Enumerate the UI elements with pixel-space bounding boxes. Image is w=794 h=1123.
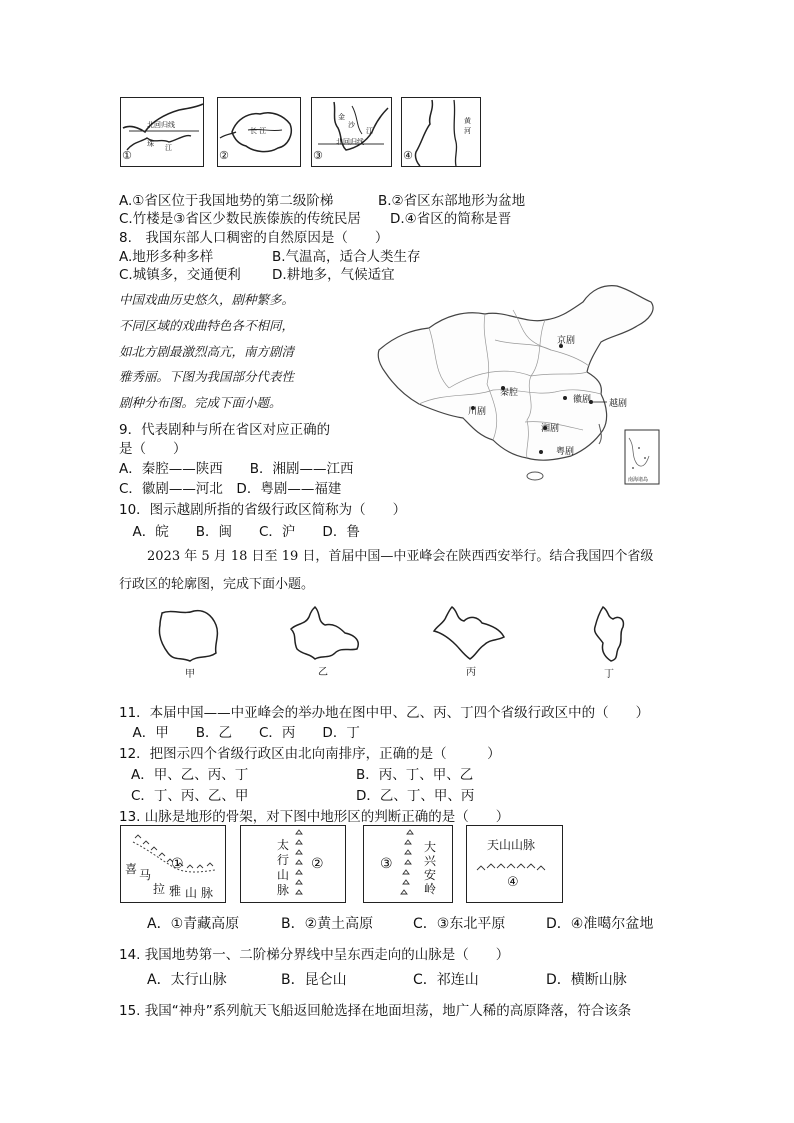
q11-stem: 11．本届中国——中亚峰会的举办地在图中甲、乙、丙、丁四个省级行政区中的（ ） — [119, 705, 650, 721]
opera-intro-line: 剧种分布图。完成下面小题。 — [119, 395, 282, 410]
q14-option-b: B．昆仑山 — [281, 972, 347, 988]
q13-option-b: B．②黄土高原 — [281, 916, 374, 932]
mountain-name-char: 脉 — [201, 886, 214, 900]
q13-panel-2-number: ② — [311, 856, 324, 872]
summit-passage-line-2: 行政区的轮廓图，完成下面小题。 — [119, 577, 315, 592]
q13-option-c: C．③东北平原 — [413, 916, 506, 932]
q7-map-3-number: ③ — [313, 149, 323, 162]
q9-stem-cont: 是（ ） — [119, 441, 187, 457]
q7-map-1-number: ① — [122, 149, 132, 162]
q8-option-b: B.气温高，适合人类生存 — [272, 249, 421, 265]
q13-option-d: D．④准噶尔盆地 — [546, 916, 654, 932]
q7-map-2-label: 长 江 — [250, 127, 267, 135]
province-outline-3 — [312, 98, 391, 166]
opera-intro-line: 雅秀丽。下图为我国部分代表性 — [119, 369, 295, 384]
q10-options: A．皖 B．闽 C．沪 D．鲁 — [119, 524, 360, 540]
q12-option-c: C．丁、丙、乙、甲 — [131, 788, 249, 804]
map-label-xiangju: 湘剧 — [541, 424, 560, 434]
q12-option-b: B．丙、丁、甲、乙 — [356, 767, 474, 783]
q15-stem: 15. 我国“神舟”系列航天飞船返回舱选择在地面坦荡，地广人稀的高原降落，符合该条 — [119, 1003, 632, 1019]
opera-intro-line: 不同区域的戏曲特色各不相同， — [119, 318, 295, 333]
mountain-name-char: 安 — [424, 868, 437, 882]
mountain-name-char: 行 — [277, 853, 290, 867]
china-opera-map — [375, 280, 663, 492]
q7-map-4-label: 河 — [464, 127, 471, 135]
q7-map-4-number: ④ — [403, 149, 413, 162]
q7-map-3-label: 金 — [338, 113, 345, 121]
map-label-yueju-zhejiang: 越剧 — [609, 399, 628, 409]
map-label-qinqiang: 秦腔 — [500, 388, 519, 398]
mountain-name-char: 兴 — [424, 854, 437, 868]
opera-intro-line: 中国戏曲历史悠久，剧种繁多。 — [119, 292, 295, 307]
q7-map-2-number: ② — [219, 149, 229, 162]
mountain-name-char: 喜 — [125, 862, 138, 876]
mountain-name-char: 山 — [277, 868, 290, 882]
opera-intro-line: 如北方剧最激烈高亢，南方剧清 — [119, 344, 295, 359]
mountain-name-char: 脉 — [277, 883, 290, 897]
q11-options: A．甲 B．乙 C．丙 D．丁 — [119, 725, 360, 741]
q14-option-d: D．横断山脉 — [546, 972, 627, 988]
province-outline-jia — [154, 605, 224, 663]
q7-map-3-label: 江 — [366, 127, 373, 135]
map-label-yueju-guangdong: 粤剧 — [556, 447, 575, 457]
province-label-ding: 丁 — [604, 669, 614, 680]
taihang-mountain-range — [241, 826, 345, 902]
greater-khingan-range — [364, 826, 452, 902]
province-outline-1 — [121, 98, 203, 166]
q13-stem: 13. 山脉是地形的骨架，对下图中地形区的判断正确的是（ ） — [119, 809, 510, 825]
mountain-name-char: 拉 — [153, 882, 166, 896]
q7-map-2 — [217, 97, 301, 167]
province-outline-yi — [285, 603, 365, 663]
q13-panel-2 — [240, 825, 346, 903]
q13-option-a: A．①青藏高原 — [147, 916, 240, 932]
map-label-chuanju: 川剧 — [468, 407, 487, 417]
q7-option-c: C.竹楼是③省区少数民族傣族的传统民居 — [119, 211, 361, 227]
q10-stem: 10．图示越剧所指的省级行政区简称为（ ） — [119, 502, 407, 518]
q7-map-3-label: 沙 — [348, 121, 355, 129]
q12-option-a: A．甲、乙、丙、丁 — [131, 767, 249, 783]
china-outline — [375, 280, 663, 492]
mountain-name-char: 岭 — [424, 882, 437, 896]
q7-map-4 — [401, 97, 481, 167]
q13-panel-3-number: ③ — [380, 856, 393, 872]
q9-options-cd: C．徽剧——河北 D．粤剧——福建 — [119, 481, 342, 497]
map-label-jingju: 京剧 — [557, 336, 576, 346]
mountain-name-char: 雅 — [169, 884, 182, 898]
province-outline-bing — [430, 603, 510, 661]
q8-stem: 8. 我国东部人口稠密的自然原因是（ ） — [119, 230, 389, 246]
q8-option-c: C.城镇多，交通便利 — [119, 267, 241, 283]
q9-stem: 9．代表剧种与所在省区对应正确的 — [119, 422, 331, 438]
q14-option-c: C．祁连山 — [413, 972, 479, 988]
q13-panel-4 — [466, 825, 563, 903]
q8-option-d: D.耕地多，气候适宜 — [272, 267, 395, 283]
q8-option-a: A.地形多种多样 — [119, 249, 214, 265]
mountain-name-char: 山 — [185, 886, 198, 900]
province-label-bing: 丙 — [466, 667, 476, 678]
q7-map-1-label: 江 — [165, 144, 172, 152]
province-outline-ding — [585, 603, 635, 665]
q7-map-1 — [120, 97, 204, 167]
q14-option-a: A．太行山脉 — [147, 972, 227, 988]
mountain-name: 天山山脉 — [487, 838, 536, 852]
summit-passage-line-1: 2023 年 5 月 18 日至 19 日，首届中国—中亚峰会在陕西西安举行。结合我国四个省级 — [147, 549, 654, 564]
q13-panel-4-number: ④ — [507, 875, 519, 890]
q7-map-4-label: 黄 — [464, 117, 471, 125]
province-label-jia: 甲 — [185, 669, 195, 680]
q7-map-1-label: 北回归线 — [147, 121, 175, 129]
province-label-yi: 乙 — [318, 667, 328, 678]
map-label-south-sea-islands: 南海诸岛 — [628, 477, 649, 483]
q7-option-d: D.④省区的简称是晋 — [390, 211, 512, 227]
mountain-name-char: 大 — [424, 840, 437, 854]
q12-option-d: D．乙、丁、甲、丙 — [356, 788, 475, 804]
q14-stem: 14. 我国地势第一、二阶梯分界线中呈东西走向的山脉是（ ） — [119, 947, 510, 963]
q7-map-1-label: 珠 — [147, 140, 154, 148]
mountain-name-char: 马 — [139, 868, 152, 882]
mountain-name-char: 太 — [277, 838, 290, 852]
q7-option-b: B.②省区东部地形为盆地 — [378, 193, 526, 209]
q13-panel-1 — [120, 825, 226, 903]
q7-map-3-label: 北回归线 — [336, 138, 364, 146]
q13-panel-1-number: ① — [171, 856, 184, 872]
map-label-huiju: 徽剧 — [573, 395, 592, 405]
q12-stem: 12．把图示四个省级行政区由北向南排序，正确的是（ ） — [119, 746, 501, 762]
q9-options-ab: A．秦腔——陕西 B．湘剧——江西 — [119, 461, 354, 477]
q7-option-a: A.①省区位于我国地势的第二级阶梯 — [119, 193, 334, 209]
q7-map-3 — [311, 97, 392, 167]
q13-panel-3 — [363, 825, 453, 903]
